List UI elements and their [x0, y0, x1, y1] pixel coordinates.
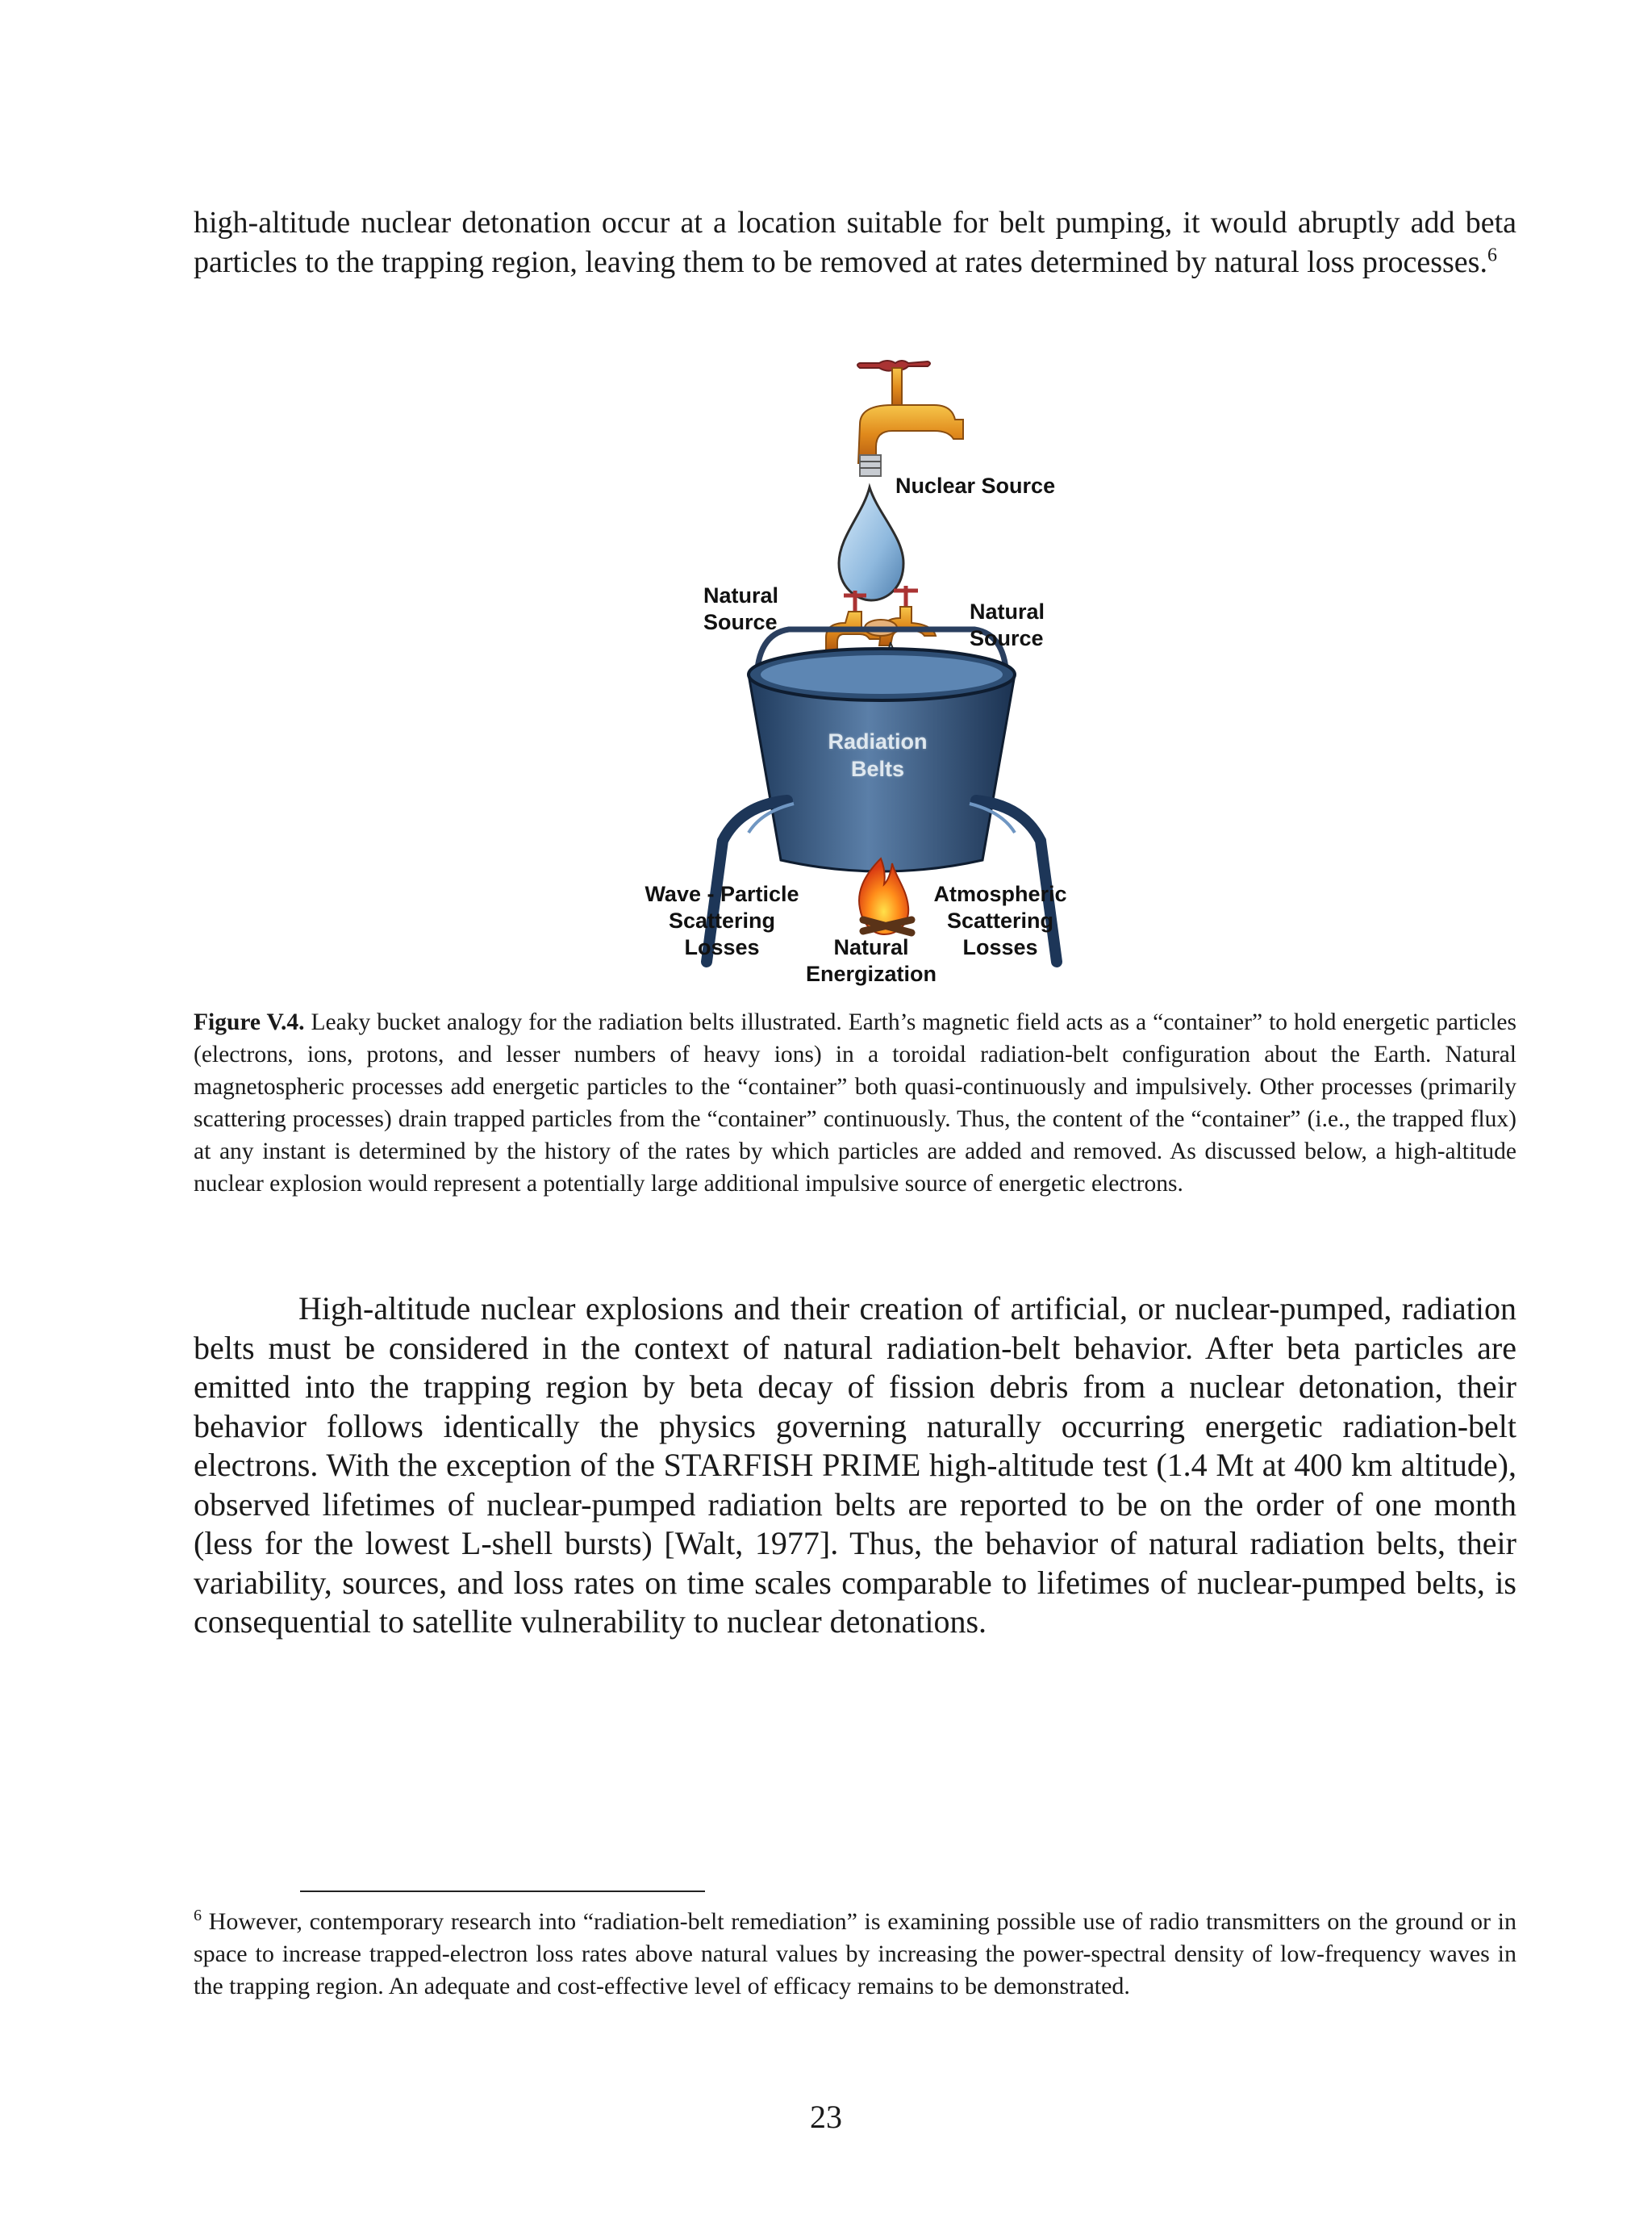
figure-caption-label: Figure V.4. [194, 1009, 305, 1035]
page-number: 23 [810, 2099, 842, 2135]
footnote [194, 1906, 1516, 2003]
nuclear-water-drop [839, 487, 903, 600]
atmospheric-text: Atmospheric Scattering Losses [933, 882, 1067, 959]
nuclear-faucet [857, 361, 963, 476]
natural-source-left-label [703, 583, 792, 636]
radiation-belts-label [813, 728, 942, 783]
nuclear-source-label [895, 473, 1055, 499]
nuclear-source-label-text: Nuclear Source [895, 474, 1056, 498]
wave-particle-label [637, 881, 807, 961]
footnote-separator [300, 1891, 705, 1892]
footnote-reference[interactable]: 6 [1487, 244, 1497, 266]
natural-energization-label [791, 934, 952, 988]
footnote-number: 6 [194, 1907, 202, 1924]
natural-source-left-text: Natural Source [703, 583, 779, 634]
top-paragraph [194, 203, 1516, 282]
footnote-text: However, contemporary research into “radiation-belt remediation” is examining possible use of radio transmitters on the ground or in space to increase trapped-electron loss rates above natural values by increasing the power-spectral density of low-frequency waves in the trapping region. An adequate and cost-effective level of efficacy remains to be demonstrated. [194, 1908, 1516, 1999]
leaky-bucket-figure [621, 352, 1089, 997]
figure-caption [194, 1006, 1516, 1200]
main-paragraph: High-altitude nuclear explosions and their creation of artificial, or nuclear-pumped, radiation belts must be considered in the context of natural radiation-belt behavior. After beta particles are emitted into the trapping region by beta decay of fission debris from a nuclear detonation, their behavior follows identically the physics governing naturally occurring energetic radiation-belt electrons. With the exception of the STARFISH PRIME high-altitude test (1.4 Mt at 400 km altitude), observed lifetimes of nuclear-pumped radiation belts are reported to be on the order of one month (less for the lowest L-shell bursts) [Walt, 1977]. Thus, the behavior of natural radiation belts, their variability, sources, and loss rates on time scales comparable to lifetimes of nuclear-pumped belts, is consequential to satellite vulnerability to nuclear detonations. [194, 1290, 1516, 1640]
natural-source-right-text: Natural Source [970, 600, 1045, 650]
natural-source-right-label [970, 599, 1058, 652]
natural-energization-text: Natural Energization [805, 935, 937, 986]
figure-caption-text: Leaky bucket analogy for the radiation belts illustrated. Earth’s magnetic field acts as a “container” to hold energetic particles (electrons, ions, protons, and lesser numbers of heavy ions) in a toroidal radiation-belt configuration about the Earth. Natural magnetospheric processes add energetic particles to the “container” both quasi-continuously and impulsively. Other processes (primarily scattering processes) drain trapped particles from the “container” continuously. Thus, the content of the “container” (i.e., the trapped flux) at any instant is determined by the history of the rates by which particles are added and removed. As discussed below, a high-altitude nuclear explosion would represent a potentially large additional impulsive source of energetic electrons. [194, 1009, 1516, 1197]
radiation-belts-text: Radiation Belts [828, 729, 928, 781]
wave-particle-text: Wave - Particle Scattering Losses [645, 882, 799, 959]
top-paragraph-text: high-altitude nuclear detonation occur at a location suitable for belt pumping, it would abruptly add beta particles to the trapping region, leaving them to be removed at rates determined by natural loss processes. [194, 206, 1516, 279]
